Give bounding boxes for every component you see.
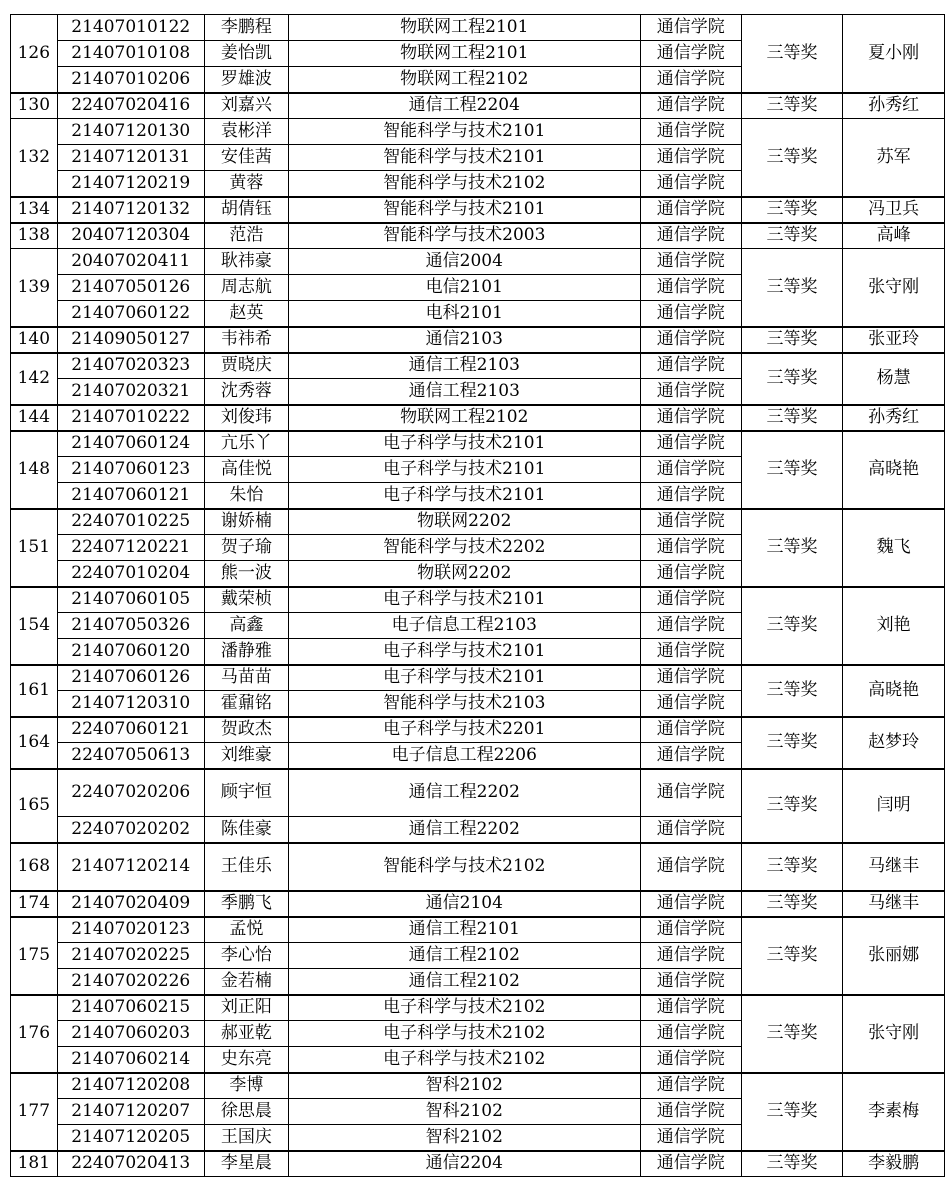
student-id-cell: 22407020206 [57, 769, 204, 817]
class-cell: 通信工程2202 [288, 817, 640, 843]
student-id-cell: 21407050126 [57, 275, 204, 301]
award-cell: 三等奖 [741, 717, 843, 769]
advisor-cell: 张守刚 [843, 995, 945, 1073]
group-number-cell: 126 [11, 15, 58, 93]
table-row [11, 843, 945, 891]
student-name-cell: 刘正阳 [204, 995, 288, 1021]
award-cell: 三等奖 [741, 15, 843, 93]
award-cell: 三等奖 [741, 843, 843, 891]
class-cell: 物联网工程2102 [288, 405, 640, 431]
group-number-cell: 132 [11, 119, 58, 197]
award-cell: 三等奖 [741, 917, 843, 995]
award-cell: 三等奖 [741, 891, 843, 917]
student-id-cell: 21407020226 [57, 969, 204, 995]
table-row [11, 891, 945, 917]
college-cell: 通信学院 [640, 93, 741, 119]
table-row [11, 405, 945, 431]
college-cell: 通信学院 [640, 1021, 741, 1047]
advisor-cell: 夏小刚 [843, 15, 945, 93]
student-id-cell: 21407120208 [57, 1073, 204, 1099]
table-row [11, 665, 945, 691]
college-cell: 通信学院 [640, 171, 741, 197]
class-cell: 电信2101 [288, 275, 640, 301]
advisor-cell: 张亚玲 [843, 327, 945, 353]
class-cell: 电子信息工程2206 [288, 743, 640, 769]
college-cell: 通信学院 [640, 535, 741, 561]
award-cell: 三等奖 [741, 353, 843, 405]
advisor-cell: 孙秀红 [843, 93, 945, 119]
class-cell: 电子科学与技术2101 [288, 665, 640, 691]
student-name-cell: 黄蓉 [204, 171, 288, 197]
college-cell: 通信学院 [640, 197, 741, 223]
class-cell: 通信工程2101 [288, 917, 640, 943]
student-id-cell: 21407020409 [57, 891, 204, 917]
student-name-cell: 王国庆 [204, 1125, 288, 1151]
class-cell: 通信工程2102 [288, 969, 640, 995]
student-id-cell: 21407120214 [57, 843, 204, 891]
student-name-cell: 朱怡 [204, 483, 288, 509]
student-id-cell: 21407120219 [57, 171, 204, 197]
table-row [11, 587, 945, 613]
student-id-cell: 21407060121 [57, 483, 204, 509]
student-name-cell: 季鹏飞 [204, 891, 288, 917]
group-number-cell: 138 [11, 223, 58, 249]
student-id-cell: 21407120205 [57, 1125, 204, 1151]
awards-table-container [10, 14, 945, 1177]
class-cell: 智科2102 [288, 1099, 640, 1125]
table-row [11, 15, 945, 41]
student-id-cell: 22407020413 [57, 1151, 204, 1177]
award-cell: 三等奖 [741, 405, 843, 431]
award-cell: 三等奖 [741, 249, 843, 327]
table-row [11, 995, 945, 1021]
class-cell: 通信工程2103 [288, 353, 640, 379]
class-cell: 电子科学与技术2101 [288, 483, 640, 509]
student-name-cell: 李心怡 [204, 943, 288, 969]
student-id-cell: 21407020225 [57, 943, 204, 969]
group-number-cell: 164 [11, 717, 58, 769]
award-cell: 三等奖 [741, 995, 843, 1073]
student-id-cell: 21407060126 [57, 665, 204, 691]
college-cell: 通信学院 [640, 145, 741, 171]
college-cell: 通信学院 [640, 431, 741, 457]
class-cell: 物联网2202 [288, 561, 640, 587]
class-cell: 智能科学与技术2003 [288, 223, 640, 249]
class-cell: 智科2102 [288, 1073, 640, 1099]
award-cell: 三等奖 [741, 197, 843, 223]
student-name-cell: 姜怡凯 [204, 41, 288, 67]
student-id-cell: 21407010206 [57, 67, 204, 93]
table-row [11, 769, 945, 817]
table-row [11, 353, 945, 379]
college-cell: 通信学院 [640, 509, 741, 535]
class-cell: 通信工程2103 [288, 379, 640, 405]
group-number-cell: 134 [11, 197, 58, 223]
class-cell: 智科2102 [288, 1125, 640, 1151]
group-number-cell: 165 [11, 769, 58, 843]
student-name-cell: 史东亮 [204, 1047, 288, 1073]
class-cell: 电子科学与技术2101 [288, 587, 640, 613]
award-cell: 三等奖 [741, 431, 843, 509]
table-row [11, 917, 945, 943]
college-cell: 通信学院 [640, 1125, 741, 1151]
class-cell: 智能科学与技术2102 [288, 843, 640, 891]
college-cell: 通信学院 [640, 223, 741, 249]
student-id-cell: 21407120207 [57, 1099, 204, 1125]
student-id-cell: 21407060122 [57, 301, 204, 327]
group-number-cell: 140 [11, 327, 58, 353]
award-cell: 三等奖 [741, 665, 843, 717]
student-name-cell: 贺子瑜 [204, 535, 288, 561]
college-cell: 通信学院 [640, 379, 741, 405]
student-name-cell: 顾宇恒 [204, 769, 288, 817]
student-id-cell: 21407060123 [57, 457, 204, 483]
group-number-cell: 139 [11, 249, 58, 327]
student-name-cell: 谢娇楠 [204, 509, 288, 535]
class-cell: 智能科学与技术2101 [288, 119, 640, 145]
award-cell: 三等奖 [741, 223, 843, 249]
college-cell: 通信学院 [640, 743, 741, 769]
college-cell: 通信学院 [640, 969, 741, 995]
group-number-cell: 151 [11, 509, 58, 587]
student-id-cell: 22407010204 [57, 561, 204, 587]
student-name-cell: 潘静雅 [204, 639, 288, 665]
student-id-cell: 21407060214 [57, 1047, 204, 1073]
college-cell: 通信学院 [640, 1151, 741, 1177]
student-id-cell: 21407010122 [57, 15, 204, 41]
student-id-cell: 21407050326 [57, 613, 204, 639]
student-id-cell: 22407120221 [57, 535, 204, 561]
awards-table-body [11, 15, 945, 1177]
class-cell: 电子科学与技术2101 [288, 431, 640, 457]
student-name-cell: 亢乐丫 [204, 431, 288, 457]
student-id-cell: 22407020202 [57, 817, 204, 843]
college-cell: 通信学院 [640, 301, 741, 327]
college-cell: 通信学院 [640, 639, 741, 665]
student-id-cell: 22407060121 [57, 717, 204, 743]
advisor-cell: 冯卫兵 [843, 197, 945, 223]
student-name-cell: 刘俊玮 [204, 405, 288, 431]
class-cell: 智能科学与技术2102 [288, 171, 640, 197]
advisor-cell: 魏飞 [843, 509, 945, 587]
student-name-cell: 沈秀蓉 [204, 379, 288, 405]
award-cell: 三等奖 [741, 587, 843, 665]
advisor-cell: 赵梦玲 [843, 717, 945, 769]
college-cell: 通信学院 [640, 483, 741, 509]
group-number-cell: 144 [11, 405, 58, 431]
class-cell: 物联网工程2101 [288, 41, 640, 67]
student-name-cell: 李鹏程 [204, 15, 288, 41]
student-name-cell: 耿祎豪 [204, 249, 288, 275]
student-id-cell: 21407120310 [57, 691, 204, 717]
college-cell: 通信学院 [640, 691, 741, 717]
student-name-cell: 贾晓庆 [204, 353, 288, 379]
class-cell: 物联网工程2102 [288, 67, 640, 93]
award-cell: 三等奖 [741, 119, 843, 197]
college-cell: 通信学院 [640, 353, 741, 379]
class-cell: 物联网2202 [288, 509, 640, 535]
college-cell: 通信学院 [640, 817, 741, 843]
student-name-cell: 孟悦 [204, 917, 288, 943]
advisor-cell: 孙秀红 [843, 405, 945, 431]
student-id-cell: 20407120304 [57, 223, 204, 249]
student-name-cell: 戴荣桢 [204, 587, 288, 613]
college-cell: 通信学院 [640, 457, 741, 483]
student-name-cell: 刘嘉兴 [204, 93, 288, 119]
college-cell: 通信学院 [640, 1073, 741, 1099]
college-cell: 通信学院 [640, 717, 741, 743]
college-cell: 通信学院 [640, 891, 741, 917]
college-cell: 通信学院 [640, 995, 741, 1021]
advisor-cell: 苏军 [843, 119, 945, 197]
class-cell: 通信2204 [288, 1151, 640, 1177]
college-cell: 通信学院 [640, 405, 741, 431]
student-name-cell: 郝亚乾 [204, 1021, 288, 1047]
college-cell: 通信学院 [640, 917, 741, 943]
student-name-cell: 金若楠 [204, 969, 288, 995]
class-cell: 智能科学与技术2202 [288, 535, 640, 561]
student-name-cell: 袁彬洋 [204, 119, 288, 145]
class-cell: 通信工程2202 [288, 769, 640, 817]
college-cell: 通信学院 [640, 41, 741, 67]
student-name-cell: 贺政杰 [204, 717, 288, 743]
class-cell: 电子科学与技术2201 [288, 717, 640, 743]
class-cell: 智能科学与技术2101 [288, 197, 640, 223]
student-name-cell: 范浩 [204, 223, 288, 249]
group-number-cell: 161 [11, 665, 58, 717]
college-cell: 通信学院 [640, 943, 741, 969]
student-name-cell: 赵英 [204, 301, 288, 327]
student-id-cell: 22407050613 [57, 743, 204, 769]
table-row [11, 197, 945, 223]
advisor-cell: 李毅鹏 [843, 1151, 945, 1177]
table-row [11, 223, 945, 249]
advisor-cell: 李素梅 [843, 1073, 945, 1151]
student-name-cell: 王佳乐 [204, 843, 288, 891]
student-id-cell: 21407020321 [57, 379, 204, 405]
student-name-cell: 李博 [204, 1073, 288, 1099]
college-cell: 通信学院 [640, 249, 741, 275]
table-row [11, 717, 945, 743]
class-cell: 电子科学与技术2102 [288, 1021, 640, 1047]
student-id-cell: 21407060203 [57, 1021, 204, 1047]
college-cell: 通信学院 [640, 1099, 741, 1125]
student-id-cell: 21407020123 [57, 917, 204, 943]
student-name-cell: 韦祎希 [204, 327, 288, 353]
advisor-cell: 张丽娜 [843, 917, 945, 995]
student-id-cell: 22407010225 [57, 509, 204, 535]
class-cell: 电子科学与技术2101 [288, 457, 640, 483]
student-id-cell: 21407120131 [57, 145, 204, 171]
advisor-cell: 高晓艳 [843, 431, 945, 509]
student-name-cell: 刘维豪 [204, 743, 288, 769]
student-name-cell: 霍鼐铭 [204, 691, 288, 717]
student-id-cell: 21409050127 [57, 327, 204, 353]
class-cell: 通信工程2204 [288, 93, 640, 119]
college-cell: 通信学院 [640, 275, 741, 301]
table-row [11, 93, 945, 119]
student-name-cell: 胡倩钰 [204, 197, 288, 223]
student-id-cell: 22407020416 [57, 93, 204, 119]
table-row [11, 249, 945, 275]
award-cell: 三等奖 [741, 769, 843, 843]
class-cell: 电子科学与技术2102 [288, 1047, 640, 1073]
table-row [11, 509, 945, 535]
advisor-cell: 高峰 [843, 223, 945, 249]
award-cell: 三等奖 [741, 1073, 843, 1151]
advisor-cell: 闫明 [843, 769, 945, 843]
college-cell: 通信学院 [640, 1047, 741, 1073]
student-id-cell: 21407120130 [57, 119, 204, 145]
group-number-cell: 130 [11, 93, 58, 119]
student-id-cell: 21407060124 [57, 431, 204, 457]
group-number-cell: 174 [11, 891, 58, 917]
advisor-cell: 高晓艳 [843, 665, 945, 717]
class-cell: 电子信息工程2103 [288, 613, 640, 639]
student-id-cell: 21407020323 [57, 353, 204, 379]
student-name-cell: 陈佳豪 [204, 817, 288, 843]
student-id-cell: 21407010222 [57, 405, 204, 431]
group-number-cell: 154 [11, 587, 58, 665]
group-number-cell: 181 [11, 1151, 58, 1177]
advisor-cell: 刘艳 [843, 587, 945, 665]
college-cell: 通信学院 [640, 613, 741, 639]
class-cell: 通信2004 [288, 249, 640, 275]
college-cell: 通信学院 [640, 665, 741, 691]
college-cell: 通信学院 [640, 769, 741, 817]
student-id-cell: 21407060120 [57, 639, 204, 665]
student-id-cell: 21407060215 [57, 995, 204, 1021]
table-row [11, 1073, 945, 1099]
group-number-cell: 148 [11, 431, 58, 509]
student-name-cell: 熊一波 [204, 561, 288, 587]
class-cell: 电科2101 [288, 301, 640, 327]
student-id-cell: 21407010108 [57, 41, 204, 67]
student-name-cell: 罗雄波 [204, 67, 288, 93]
student-name-cell: 马苗苗 [204, 665, 288, 691]
group-number-cell: 177 [11, 1073, 58, 1151]
advisor-cell: 张守刚 [843, 249, 945, 327]
student-name-cell: 高鑫 [204, 613, 288, 639]
student-name-cell: 徐思晨 [204, 1099, 288, 1125]
student-id-cell: 20407020411 [57, 249, 204, 275]
class-cell: 通信2104 [288, 891, 640, 917]
college-cell: 通信学院 [640, 587, 741, 613]
table-row [11, 119, 945, 145]
group-number-cell: 168 [11, 843, 58, 891]
student-name-cell: 安佳茜 [204, 145, 288, 171]
table-row [11, 327, 945, 353]
college-cell: 通信学院 [640, 843, 741, 891]
student-name-cell: 高佳悦 [204, 457, 288, 483]
class-cell: 智能科学与技术2101 [288, 145, 640, 171]
award-cell: 三等奖 [741, 93, 843, 119]
class-cell: 电子科学与技术2102 [288, 995, 640, 1021]
class-cell: 智能科学与技术2103 [288, 691, 640, 717]
group-number-cell: 142 [11, 353, 58, 405]
award-cell: 三等奖 [741, 509, 843, 587]
awards-table [10, 14, 945, 1177]
student-name-cell: 周志航 [204, 275, 288, 301]
student-id-cell: 21407060105 [57, 587, 204, 613]
college-cell: 通信学院 [640, 15, 741, 41]
table-row [11, 431, 945, 457]
college-cell: 通信学院 [640, 561, 741, 587]
class-cell: 通信2103 [288, 327, 640, 353]
advisor-cell: 马继丰 [843, 891, 945, 917]
college-cell: 通信学院 [640, 119, 741, 145]
college-cell: 通信学院 [640, 327, 741, 353]
class-cell: 通信工程2102 [288, 943, 640, 969]
award-cell: 三等奖 [741, 1151, 843, 1177]
class-cell: 电子科学与技术2101 [288, 639, 640, 665]
student-id-cell: 21407120132 [57, 197, 204, 223]
award-cell: 三等奖 [741, 327, 843, 353]
class-cell: 物联网工程2101 [288, 15, 640, 41]
table-row [11, 1151, 945, 1177]
student-name-cell: 李星晨 [204, 1151, 288, 1177]
advisor-cell: 杨慧 [843, 353, 945, 405]
college-cell: 通信学院 [640, 67, 741, 93]
advisor-cell: 马继丰 [843, 843, 945, 891]
group-number-cell: 175 [11, 917, 58, 995]
group-number-cell: 176 [11, 995, 58, 1073]
